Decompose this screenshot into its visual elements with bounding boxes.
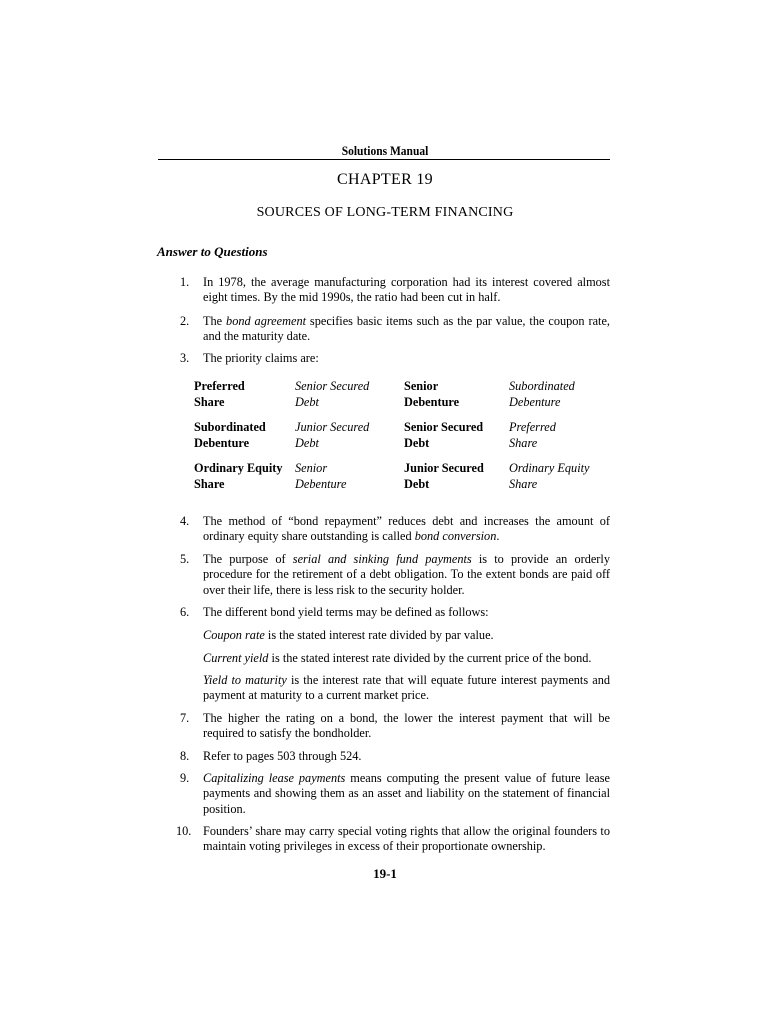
claim-value: Subordinated Debenture [509, 379, 575, 409]
item-number: 1. [180, 275, 190, 289]
page-number: 19-1 [373, 866, 397, 881]
security-label: Subordinated Debenture [194, 420, 266, 450]
security-label: Senior Secured Debt [404, 420, 484, 450]
item-text: The purpose of serial and sinking fund payments is to provide an orderly procedure for the retirement of a debt obligation. To the extent bonds are paid off over their life, there is less risk to the security holder. [203, 552, 610, 597]
claim-value: Preferred Share [509, 420, 556, 450]
claim-value: Junior Secured Debt [295, 420, 370, 450]
claim-value: Ordinary Equity Share [509, 461, 590, 491]
item-text: The different bond yield terms may be defined as follows: [203, 605, 489, 619]
item-text: Refer to pages 503 through 524. [203, 749, 362, 763]
item-number: 9. [180, 771, 190, 785]
yield-definition-yield-to-maturity: Yield to maturity is the interest rate that will equate future interest payments and payment at maturity to a current market price. [203, 673, 610, 703]
chapter-title: CHAPTER 19 [337, 171, 433, 188]
item-text: The method of “bond repayment” reduces debt and increases the amount of ordinary equity share outstanding is called bond conversion. [203, 514, 610, 544]
item-number: 2. [180, 314, 190, 328]
item-number: 10. [176, 824, 192, 838]
yield-definition-current-yield: Current yield is the stated interest rate divided by the current price of the bond. [203, 651, 592, 665]
yield-definition-coupon-rate: Coupon rate is the stated interest rate divided by par value. [203, 628, 494, 642]
item-number: 6. [180, 605, 190, 619]
running-header: Solutions Manual [341, 144, 429, 158]
item-text: Capitalizing lease payments means computing the present value of future lease payments and showing them as an asset and liability on the statement of financial position. [203, 771, 611, 816]
item-text: Founders’ share may carry special voting rights that allow the original founders to maintain voting privileges in excess of their proportionate ownership. [203, 824, 610, 854]
item-number: 5. [180, 552, 190, 566]
item-text: The priority claims are: [203, 351, 319, 365]
chapter-subtitle: SOURCES OF LONG-TERM FINANCING [256, 205, 514, 220]
item-text: The higher the rating on a bond, the lower the interest payment that will be required to satisfy the bondholder. [203, 711, 610, 741]
item-text: The bond agreement specifies basic items such as the par value, the coupon rate, and the maturity date. [203, 314, 610, 344]
item-number: 3. [180, 351, 190, 365]
security-label: Junior Secured Debt [404, 461, 484, 491]
security-label: Preferred Share [194, 379, 245, 409]
claim-value: Senior Secured Debt [295, 379, 370, 409]
header-divider [158, 159, 610, 160]
item-number: 4. [180, 514, 190, 528]
security-label: Ordinary Equity Share [194, 461, 283, 491]
security-label: Senior Debenture [404, 379, 460, 409]
item-number: 8. [180, 749, 190, 763]
claim-value: Senior Debenture [295, 461, 347, 491]
section-title: Answer to Questions [157, 244, 268, 259]
item-number: 7. [180, 711, 190, 725]
item-text: In 1978, the average manufacturing corporation had its interest covered almost eight times. By the mid 1990s, the ratio had been cut in half. [203, 275, 610, 305]
